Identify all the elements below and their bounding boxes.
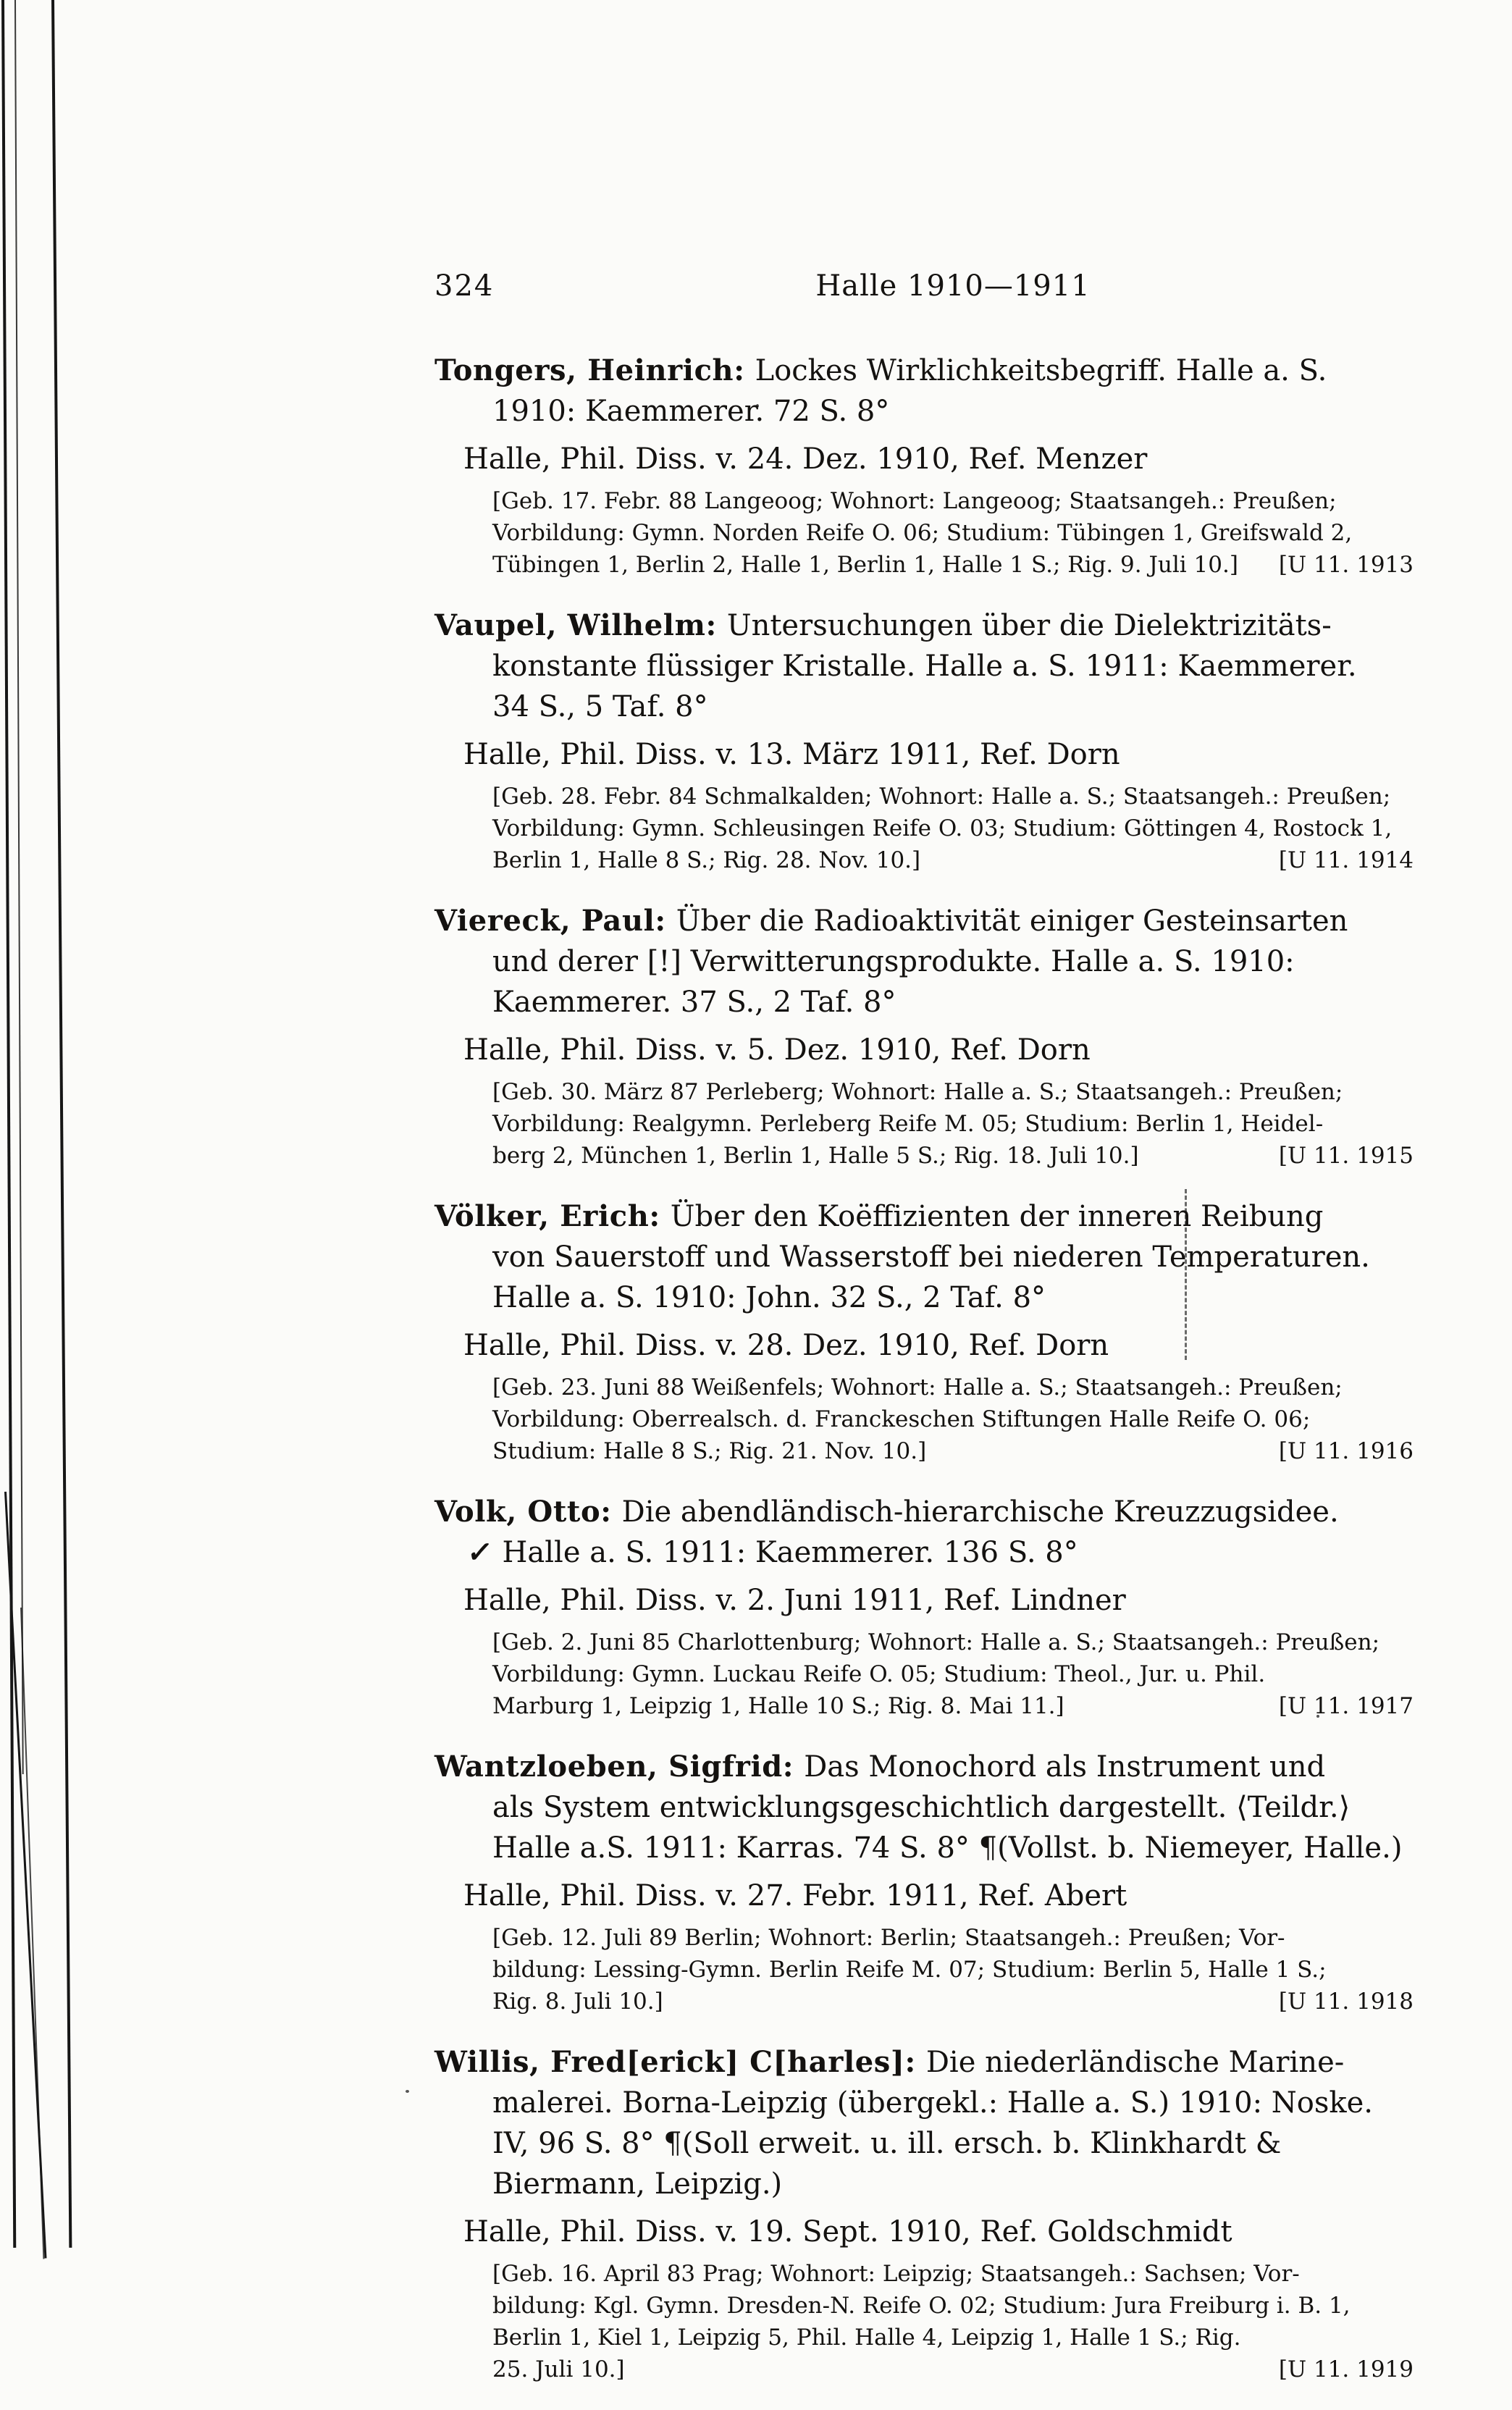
running-title: Halle 1910—1911 bbox=[815, 269, 1091, 303]
vita-line: Vorbildung: Gymn. Luckau Reife O. 05; Studium: Theol., Jur. u. Phil. bbox=[492, 1661, 1266, 1687]
vita-line: Vorbildung: Realgymn. Perleberg Reife M. 05; Studium: Berlin 1, Heidel- bbox=[492, 1111, 1324, 1137]
dissertation-line: Halle, Phil. Diss. v. 24. Dez. 1910, Ref. Menzer bbox=[463, 442, 1148, 476]
scan-artifact-diagonal-line bbox=[20, 1608, 44, 2259]
vita-line: bildung: Kgl. Gymn. Dresden-N. Reife O. 02; Studium: Jura Freiburg i. B. 1, bbox=[492, 2293, 1351, 2319]
entry-title-line: Über die Radioaktivität einiger Gesteinsarten bbox=[676, 904, 1348, 938]
vita-line: [Geb. 28. Febr. 84 Schmalkalden; Wohnort: Halle a. S.; Staatsangeh.: Preußen; bbox=[492, 784, 1391, 810]
entry-title-line: Lockes Wirklichkeitsbegriff. Halle a. S. bbox=[755, 354, 1327, 387]
u-number: [U 11. 1913 bbox=[1278, 552, 1414, 578]
vita-note bbox=[492, 781, 1414, 876]
vita-line: [Geb. 17. Febr. 88 Langeoog; Wohnort: Langeoog; Staatsangeh.: Preußen; bbox=[492, 488, 1337, 514]
vita-line: bildung: Lessing-Gymn. Berlin Reife M. 07; Studium: Berlin 5, Halle 1 S.; bbox=[492, 1957, 1327, 1983]
entry-title-line: von Sauerstoff und Wasserstoff bei niederen Temperaturen. bbox=[492, 1240, 1370, 1274]
entry-title-line: Halle a. S. 1911: Kaemmerer. 136 S. 8° bbox=[502, 1536, 1078, 1569]
vita-line: [Geb. 23. Juni 88 Weißenfels; Wohnort: Halle a. S.; Staatsangeh.: Preußen; bbox=[492, 1374, 1343, 1401]
vita-note bbox=[492, 1372, 1414, 1467]
scan-artifact-binding-line bbox=[51, 0, 72, 2248]
vita-note bbox=[492, 1626, 1414, 1722]
entry-title-line: Die niederländische Marine- bbox=[925, 2046, 1345, 2079]
dissertation-line: Halle, Phil. Diss. v. 5. Dez. 1910, Ref. Dorn bbox=[463, 1033, 1091, 1067]
vita-note bbox=[492, 1922, 1414, 2018]
entry-head bbox=[434, 1196, 1414, 1318]
u-number: [U 11. 1915 bbox=[1278, 1143, 1414, 1169]
entry-author-name: Völker, Erich: bbox=[434, 1199, 660, 1233]
entry-head bbox=[434, 901, 1414, 1023]
vita-line: [Geb. 30. März 87 Perleberg; Wohnort: Halle a. S.; Staatsangeh.: Preußen; bbox=[492, 1079, 1343, 1105]
u-number: [U 11. 1916 bbox=[1278, 1438, 1414, 1464]
vita-line: [Geb. 12. Juli 89 Berlin; Wohnort: Berlin; Staatsangeh.: Preußen; Vor- bbox=[492, 1925, 1285, 1951]
vita-line: Berlin 1, Halle 8 S.; Rig. 28. Nov. 10.] bbox=[492, 847, 921, 873]
vita-note bbox=[492, 485, 1414, 581]
scan-artifact-binding-line bbox=[1, 0, 16, 2248]
vita-line: Vorbildung: Gymn. Schleusingen Reife O. 03; Studium: Göttingen 4, Rostock 1, bbox=[492, 815, 1393, 841]
entry-head bbox=[434, 605, 1414, 727]
entry-title-line: und derer [!] Verwitterungsprodukte. Halle a. S. 1910: bbox=[492, 945, 1295, 978]
entry-head bbox=[434, 1492, 1414, 1573]
entry-title-line: Biermann, Leipzig.) bbox=[492, 2167, 783, 2201]
dissertation-line: Halle, Phil. Diss. v. 19. Sept. 1910, Ref. Goldschmidt bbox=[463, 2215, 1232, 2249]
entry-author-name: Wantzloeben, Sigfrid: bbox=[434, 1750, 794, 1784]
vita-line: Berlin 1, Kiel 1, Leipzig 5, Phil. Halle 4, Leipzig 1, Halle 1 S.; Rig. bbox=[492, 2325, 1241, 2351]
bibliography-entry bbox=[434, 901, 1414, 1172]
entry-author-name: Willis, Fred[erick] C[harles]: bbox=[434, 2045, 916, 2079]
entry-title-line: 1910: Kaemmerer. 72 S. 8° bbox=[492, 395, 890, 428]
scan-artifact-binding-line bbox=[14, 0, 24, 1774]
vita-line: Studium: Halle 8 S.; Rig. 21. Nov. 10.] bbox=[492, 1438, 927, 1464]
entry-title-line: Halle a. S. 1910: John. 32 S., 2 Taf. 8° bbox=[492, 1281, 1046, 1314]
vita-line: Rig. 8. Juli 10.] bbox=[492, 1989, 663, 2015]
dissertation-line: Halle, Phil. Diss. v. 13. März 1911, Ref. Dorn bbox=[463, 738, 1120, 771]
bibliography-entry bbox=[434, 605, 1414, 876]
dissertation-line: Halle, Phil. Diss. v. 2. Juni 1911, Ref. Lindner bbox=[463, 1584, 1126, 1617]
vita-line: 25. Juli 10.] bbox=[492, 2356, 625, 2382]
vita-note bbox=[492, 2258, 1414, 2385]
entry-title-line: Kaemmerer. 37 S., 2 Taf. 8° bbox=[492, 986, 896, 1019]
dissertation-line: Halle, Phil. Diss. v. 27. Febr. 1911, Ref. Abert bbox=[463, 1879, 1127, 1913]
entry-author-name: Vaupel, Wilhelm: bbox=[434, 608, 717, 642]
u-number: [U 11. 1918 bbox=[1278, 1989, 1414, 2015]
entry-title-line: IV, 96 S. 8° ¶(Soll erweit. u. ill. ersch. b. Klinkhardt & bbox=[492, 2127, 1282, 2160]
u-number: [U 11. 1917 bbox=[1278, 1693, 1414, 1719]
entry-author-name: Volk, Otto: bbox=[434, 1495, 612, 1529]
bibliography-entry bbox=[434, 2042, 1414, 2385]
ink-speck bbox=[406, 2090, 409, 2093]
entry-title-line: Halle a.S. 1911: Karras. 74 S. 8° ¶(Vollst. b. Niemeyer, Halle.) bbox=[492, 1831, 1403, 1865]
handwritten-checkmark: ✓ bbox=[465, 1535, 495, 1569]
vita-line: Marburg 1, Leipzig 1, Halle 10 S.; Rig. 8. Mai 11.] bbox=[492, 1693, 1064, 1719]
bibliography-entry bbox=[434, 1492, 1414, 1722]
entry-author-name: Viereck, Paul: bbox=[434, 904, 666, 938]
vita-note bbox=[492, 1076, 1414, 1172]
entry-title-line: Untersuchungen über die Dielektrizitäts- bbox=[726, 609, 1332, 642]
page-header bbox=[434, 269, 1414, 303]
page-content bbox=[434, 269, 1414, 2410]
page-number: 324 bbox=[434, 269, 495, 303]
entry-title-line: konstante flüssiger Kristalle. Halle a. S. 1911: Kaemmerer. bbox=[492, 650, 1357, 683]
u-number: [U 11. 1919 bbox=[1278, 2356, 1414, 2382]
entry-title-line: Die abendländisch-hierarchische Kreuzzugsidee. bbox=[621, 1495, 1339, 1529]
vita-line: Vorbildung: Oberrealsch. d. Franckeschen Stiftungen Halle Reife O. 06; bbox=[492, 1406, 1311, 1432]
entry-head bbox=[434, 1747, 1414, 1868]
entry-title-line: malerei. Borna-Leipzig (übergekl.: Halle a. S.) 1910: Noske. bbox=[492, 2086, 1373, 2120]
bibliography-entry bbox=[434, 1196, 1414, 1467]
bibliography-entry bbox=[434, 1747, 1414, 2018]
dissertation-line: Halle, Phil. Diss. v. 28. Dez. 1910, Ref. Dorn bbox=[463, 1329, 1109, 1362]
entry-title-line: 34 S., 5 Taf. 8° bbox=[492, 690, 708, 723]
entry-head bbox=[434, 2042, 1414, 2204]
vita-line: berg 2, München 1, Berlin 1, Halle 5 S.; Rig. 18. Juli 10.] bbox=[492, 1143, 1139, 1169]
entry-head bbox=[434, 350, 1414, 432]
entry-author-name: Tongers, Heinrich: bbox=[434, 353, 745, 387]
bibliography-entry bbox=[434, 350, 1414, 581]
entry-title-line: Über den Koëffizienten der inneren Reibung bbox=[670, 1200, 1324, 1233]
vita-line: Tübingen 1, Berlin 2, Halle 1, Berlin 1, Halle 1 S.; Rig. 9. Juli 10.] bbox=[492, 552, 1238, 578]
u-number: [U 11. 1914 bbox=[1278, 847, 1414, 873]
vita-line: [Geb. 16. April 83 Prag; Wohnort: Leipzig; Staatsangeh.: Sachsen; Vor- bbox=[492, 2261, 1300, 2287]
entry-title-line: als System entwicklungsgeschichtlich dargestellt. ⟨Teildr.⟩ bbox=[492, 1791, 1351, 1824]
entry-title-line: Das Monochord als Instrument und bbox=[804, 1750, 1326, 1784]
vita-line: [Geb. 2. Juni 85 Charlottenburg; Wohnort: Halle a. S.; Staatsangeh.: Preußen; bbox=[492, 1629, 1380, 1655]
vita-line: Vorbildung: Gymn. Norden Reife O. 06; Studium: Tübingen 1, Greifswald 2, bbox=[492, 520, 1353, 546]
